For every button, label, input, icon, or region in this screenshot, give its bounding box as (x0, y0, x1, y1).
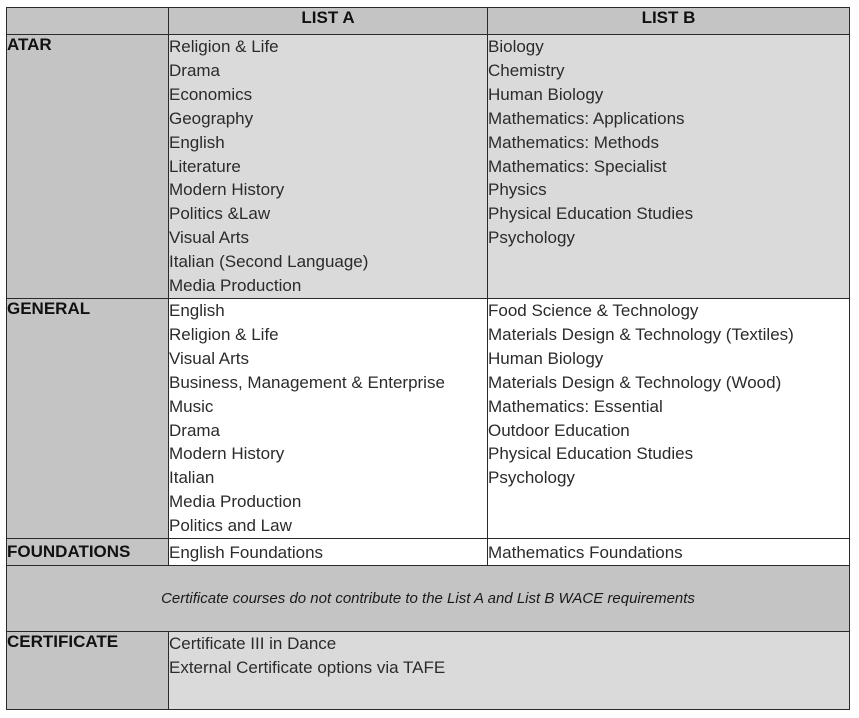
subject-item: Drama (169, 60, 221, 80)
subject-item: Mathematics Foundations (488, 543, 683, 563)
subject-item: Politics &Law (169, 204, 271, 224)
subject-item: Modern History (169, 180, 285, 200)
general-label: GENERAL (7, 299, 169, 539)
certificate-row (7, 631, 850, 709)
foundations-list-b (488, 541, 849, 565)
subject-item: Economics (169, 84, 253, 104)
subject-item: Food Science & Technology (488, 301, 699, 320)
foundations-row (7, 539, 850, 566)
subject-item: Media Production (169, 492, 302, 512)
certificate-items-cell (169, 631, 850, 709)
subject-item: Visual Arts (169, 228, 250, 248)
subject-item: Physics (488, 180, 547, 200)
subject-item: Religion & Life (169, 37, 279, 56)
subject-item: Media Production (169, 276, 302, 296)
subject-item: Certificate III in Dance (169, 633, 337, 653)
atar-label: ATAR (7, 35, 169, 299)
general-row (7, 299, 850, 539)
subject-item: Physical Education Studies (488, 204, 694, 224)
atar-list-a-cell (169, 35, 488, 299)
subject-item: Geography (169, 108, 254, 128)
subject-item: Biology (488, 37, 544, 56)
atar-list-a (169, 35, 487, 298)
subject-item: Visual Arts (169, 348, 250, 368)
foundations-list-a (169, 541, 487, 565)
wace-subjects-table (6, 7, 850, 710)
subject-item: Italian (Second Language) (169, 252, 369, 272)
general-list-a-cell (169, 299, 488, 539)
subject-item: Outdoor Education (488, 420, 630, 440)
general-list-b-cell (488, 299, 850, 539)
subject-item: Human Biology (488, 348, 604, 368)
foundations-list-b-cell (488, 539, 850, 566)
subject-item: English (169, 301, 225, 320)
subject-item: Politics and Law (169, 516, 292, 536)
header-list-a: LIST A (169, 8, 488, 35)
subject-item: Religion & Life (169, 324, 279, 344)
header-row (7, 8, 850, 35)
general-list-b (488, 299, 849, 490)
subject-item: English (169, 132, 225, 152)
subject-item: Italian (169, 468, 215, 488)
subject-item: Music (169, 396, 214, 416)
subject-item: Mathematics: Applications (488, 108, 685, 128)
subject-item: Materials Design & Technology (Textiles) (488, 324, 794, 344)
subject-item: Mathematics: Essential (488, 396, 663, 416)
subject-item: Modern History (169, 444, 285, 464)
subject-item: Psychology (488, 228, 575, 248)
certificate-items (169, 632, 849, 680)
header-blank-cell (7, 8, 169, 35)
subject-item: Mathematics: Specialist (488, 156, 667, 176)
certificate-note: Certificate courses do not contribute to the List A and List B WACE requirements (7, 565, 850, 631)
atar-row (7, 35, 850, 299)
atar-list-b (488, 35, 849, 250)
certificate-label: CERTIFICATE (7, 631, 169, 709)
subject-item: Literature (169, 156, 241, 176)
note-row (7, 565, 850, 631)
subject-item: Physical Education Studies (488, 444, 694, 464)
subject-item: Chemistry (488, 60, 565, 80)
header-list-b: LIST B (488, 8, 850, 35)
subject-item: Mathematics: Methods (488, 132, 660, 152)
foundations-label: FOUNDATIONS (7, 539, 169, 566)
subject-item: External Certificate options via TAFE (169, 657, 446, 677)
subject-item: Materials Design & Technology (Wood) (488, 372, 782, 392)
subject-item: Psychology (488, 468, 575, 488)
atar-list-b-cell (488, 35, 850, 299)
subject-item: English Foundations (169, 543, 324, 563)
general-list-a (169, 299, 487, 538)
subject-item: Human Biology (488, 84, 604, 104)
subject-item: Drama (169, 420, 221, 440)
subject-item: Business, Management & Enterprise (169, 372, 445, 392)
foundations-list-a-cell (169, 539, 488, 566)
